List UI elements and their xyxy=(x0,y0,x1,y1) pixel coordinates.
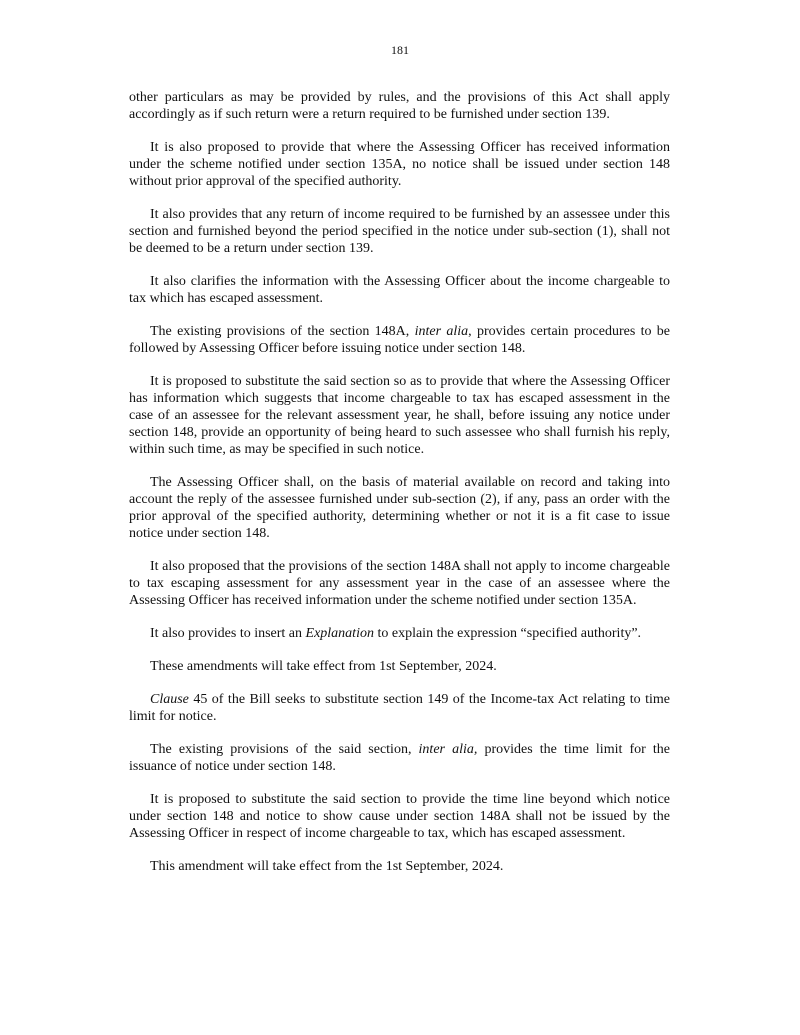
paragraph-existing-148a xyxy=(129,323,670,357)
page-number: 181 xyxy=(391,43,409,57)
paragraph-clarifies-information: It also clarifies the information with the Assessing Officer about the income chargeable to tax which has escaped assessment. xyxy=(129,274,670,306)
paragraph-explanation xyxy=(129,625,670,642)
p12-text-after: provides the time limit for the issuance of notice under section 148. xyxy=(129,742,670,774)
document-body xyxy=(129,89,670,891)
paragraph-substitute-149: It is proposed to substitute the said section to provide the time line beyond which notice under section 148 and notice to show cause under section 148A shall not be issued by the Assessing Officer in respect of income chargeable to tax, which has escaped assessment. xyxy=(129,792,670,841)
paragraph-clause-45 xyxy=(129,691,670,725)
p9-text-before: It also provides to insert an xyxy=(150,626,306,641)
p11-text-after: 45 of the Bill seeks to substitute section 149 of the Income-tax Act relating to time limit for notice. xyxy=(129,692,670,724)
paragraph-amendment-effective: This amendment will take effect from the 1st September, 2024. xyxy=(150,859,504,874)
p12-italic-inter-alia: inter alia, xyxy=(418,742,478,757)
paragraph-148a-not-apply: It also proposed that the provisions of the section 148A shall not apply to income chargeable to tax escaping assessment for any assessment year in the case of an assessee where the Assessing Officer has received information under the scheme notified under section 135A. xyxy=(129,559,670,608)
paragraph-existing-149 xyxy=(129,741,670,775)
p9-text-after: to explain the expression “specified authority”. xyxy=(373,626,642,641)
paragraph-amendments-effective: These amendments will take effect from 1st September, 2024. xyxy=(150,659,497,674)
paragraph-scheme-approval: It is also proposed to provide that where the Assessing Officer has received information under the scheme notified under section 135A, no notice shall be issued under section 148 without prior approval of the specified authority. xyxy=(129,140,670,189)
paragraph-return-deemed: It also provides that any return of income required to be furnished by an assessee under this section and furnished beyond the period specified in the notice under sub-section (1), shall not be deemed to be a return under section 139. xyxy=(129,207,670,256)
p9-italic-explanation: Explanation xyxy=(305,626,374,641)
paragraph-continuation: other particulars as may be provided by rules, and the provisions of this Act shall apply accordingly as if such return were a return required to be furnished under section 139. xyxy=(129,90,670,122)
p5-text-after: , provides certain procedures to be followed by Assessing Officer before issuing notice under section 148. xyxy=(129,324,670,356)
paragraph-assessing-officer-order: The Assessing Officer shall, on the basis of material available on record and taking into account the reply of the assessee furnished under sub-section (2), if any, pass an order with the prior approval of the specified authority, determining whether or not it is a fit case to issue notice under section 148. xyxy=(129,475,670,541)
p12-text-before: The existing provisions of the said section, xyxy=(150,742,419,757)
paragraph-substitute-148a: It is proposed to substitute the said section so as to provide that where the Assessing Officer has information which suggests that income chargeable to tax has escaped assessment in the case of an assessee for the relevant assessment year, he shall, before issuing any notice under section 148, provide an opportunity of being heard to such assessee who shall furnish his reply, within such time, as may be specified in such notice. xyxy=(129,374,670,457)
p5-text-before: The existing provisions of the section 148A, xyxy=(150,324,415,339)
p11-italic-clause: Clause xyxy=(150,692,189,707)
p5-italic-inter-alia: inter alia xyxy=(414,324,469,339)
